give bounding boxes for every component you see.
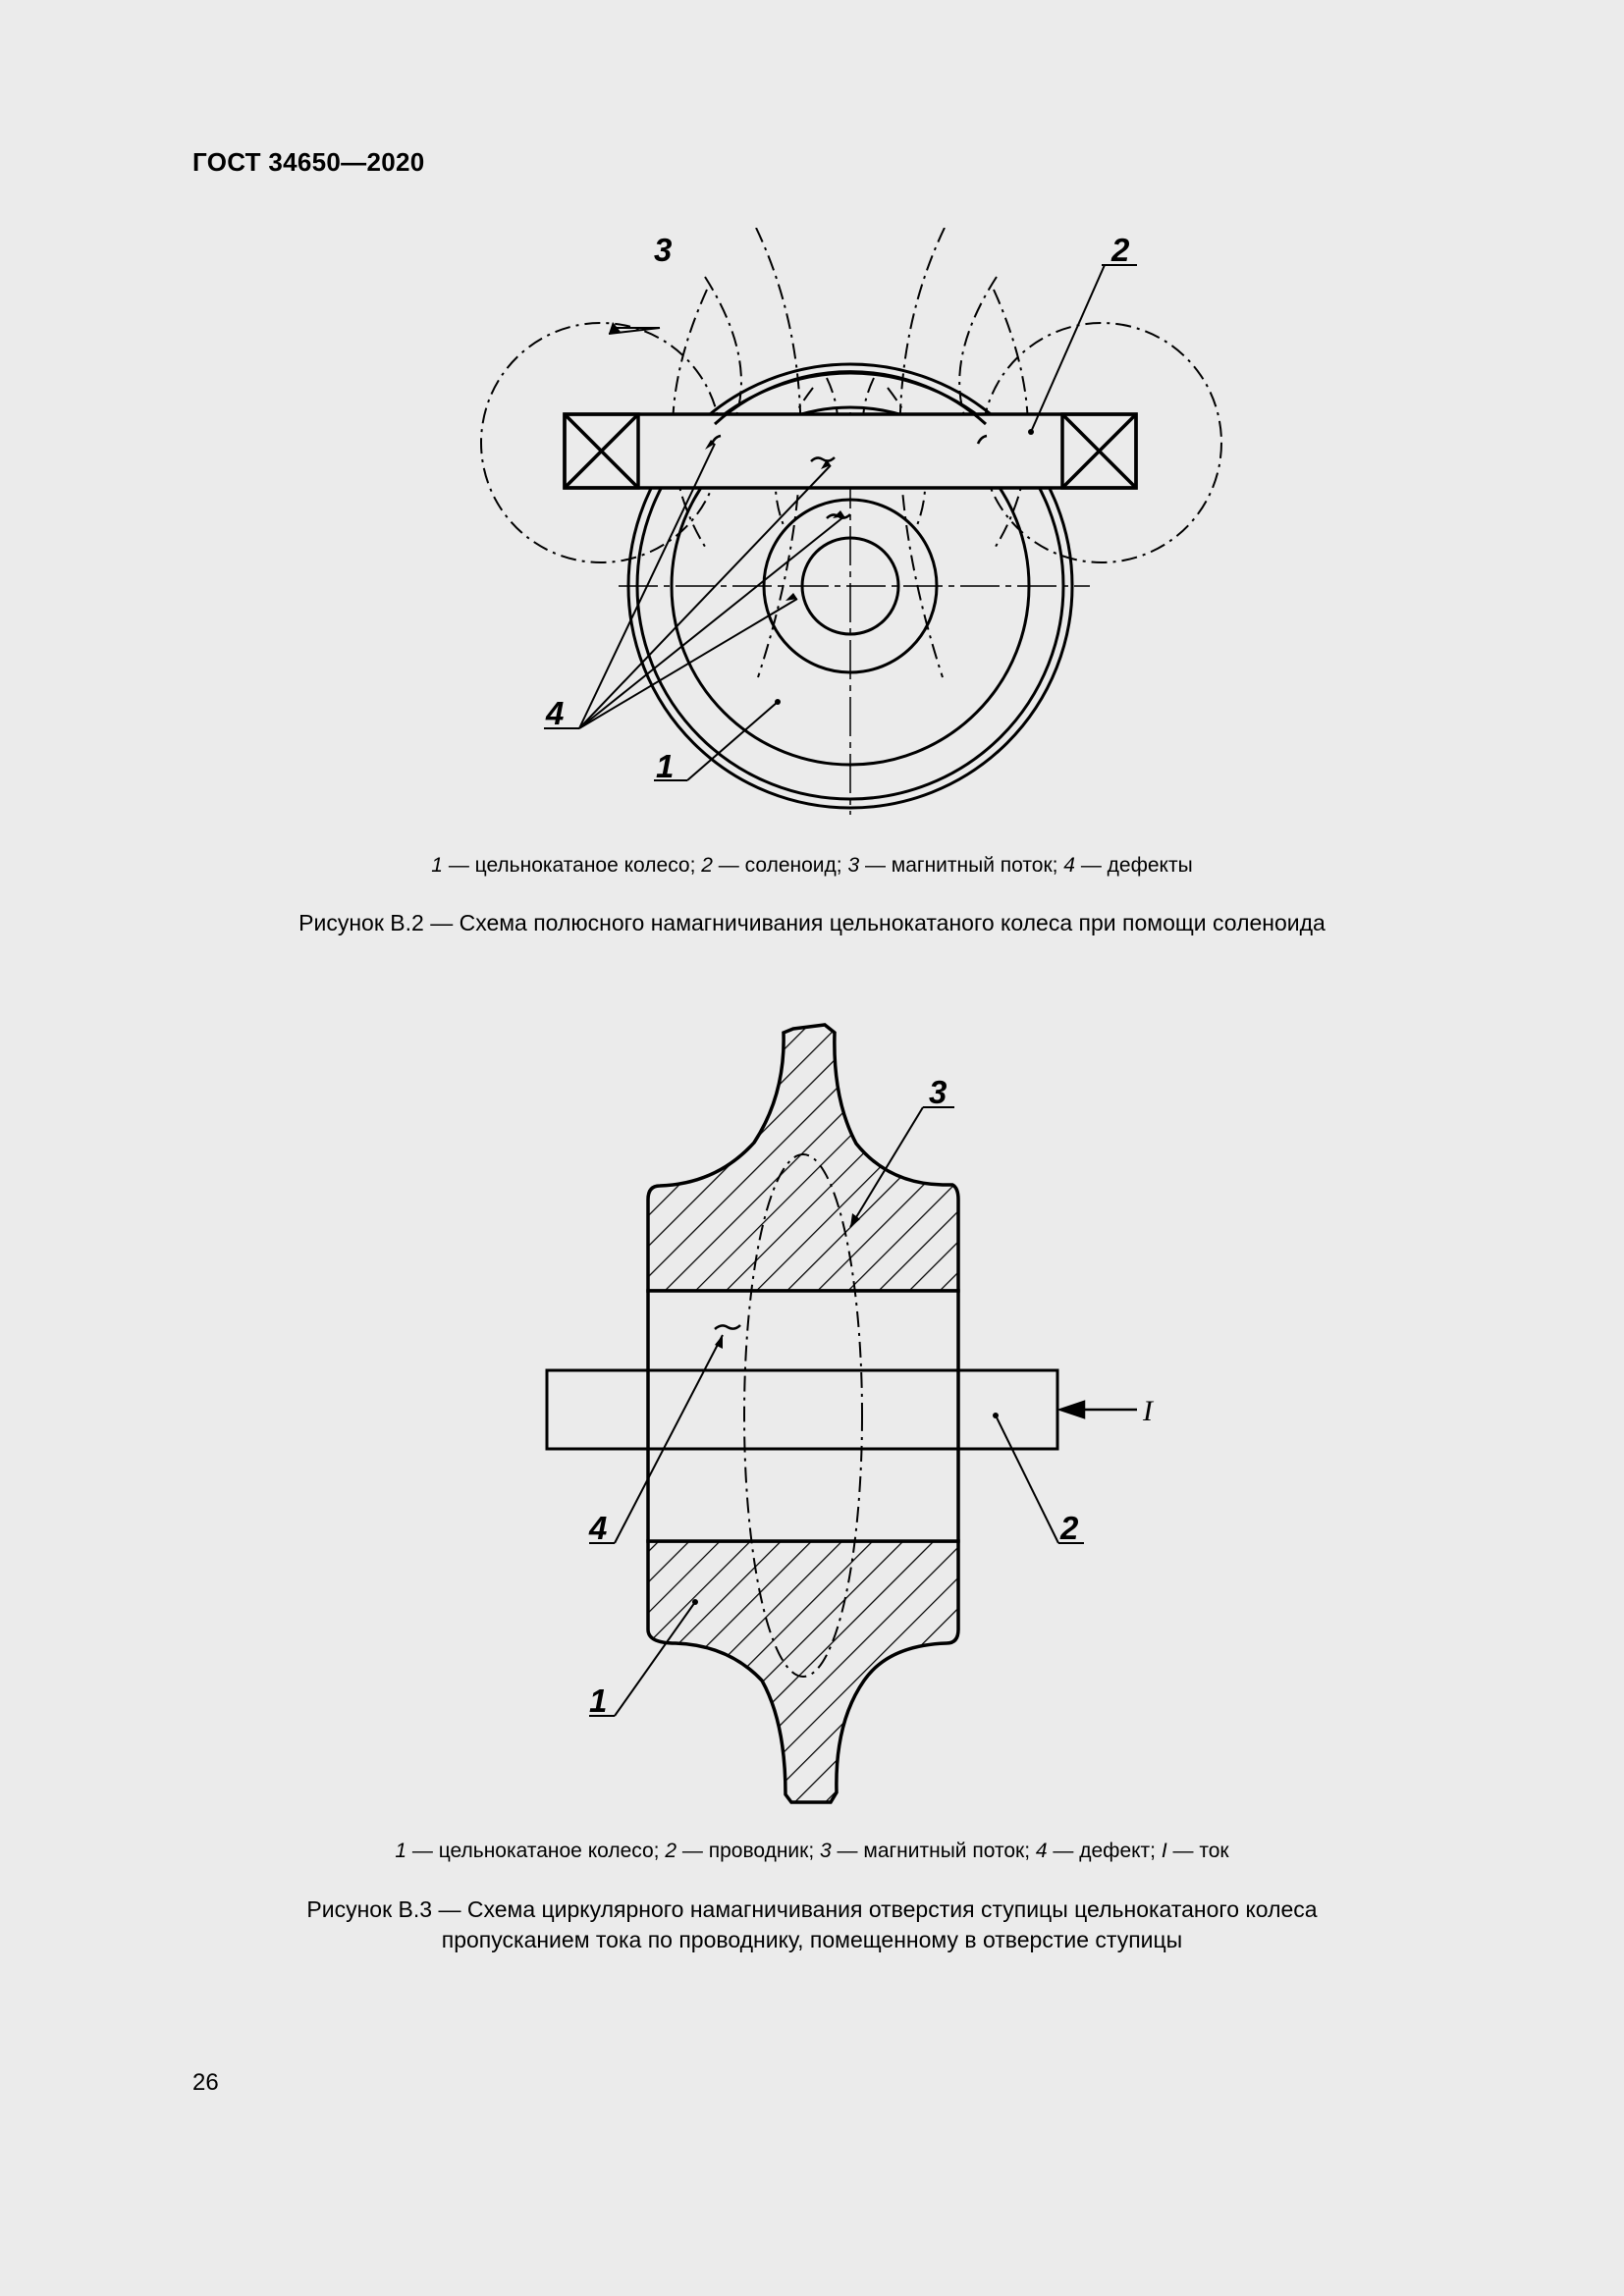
- figure-b3-label-conductor: 2: [1060, 1510, 1079, 1546]
- figure-b3-label-current: I: [1143, 1395, 1153, 1427]
- figure-b3-caption: [0, 1895, 1624, 1955]
- figure-b3-legend: 1 — цельнокатаное колесо; 2 — проводник; 3 — магнитный поток; 4 — дефект; I — ток: [395, 1840, 1229, 1862]
- figure-b3-caption-line1: Рисунок В.3 — Схема циркулярного намагничивания отверстия ступицы цельнокатаного колеса: [306, 1896, 1318, 1922]
- figure-b2-caption: Рисунок В.2 — Схема полюсного намагничивания цельнокатаного колеса при помощи соленоида: [298, 910, 1326, 935]
- figure-b2-label-flux: 3: [654, 232, 673, 268]
- wheel-cross-section: [648, 1025, 958, 1802]
- figure-b2-legend: 1 — цельнокатаное колесо; 2 — соленоид; 3 — магнитный поток; 4 — дефекты: [431, 854, 1193, 877]
- figure-b3-caption-line2: пропусканием тока по проводнику, помещенному в отверстие ступицы: [441, 1927, 1183, 1952]
- current-arrow: [1060, 1402, 1137, 1417]
- figure-b2-label-defects: 4: [546, 695, 565, 731]
- figure-b2-label-wheel: 1: [656, 748, 675, 784]
- figure-b3-label-wheel: 1: [589, 1682, 608, 1719]
- figure-b3-label-flux: 3: [929, 1074, 947, 1110]
- figure-b2-label-solenoid: 2: [1111, 232, 1130, 268]
- document-code: ГОСТ 34650—2020: [192, 147, 425, 177]
- page-number: 26: [192, 2069, 219, 2096]
- figure-b3-label-defect: 4: [589, 1510, 608, 1546]
